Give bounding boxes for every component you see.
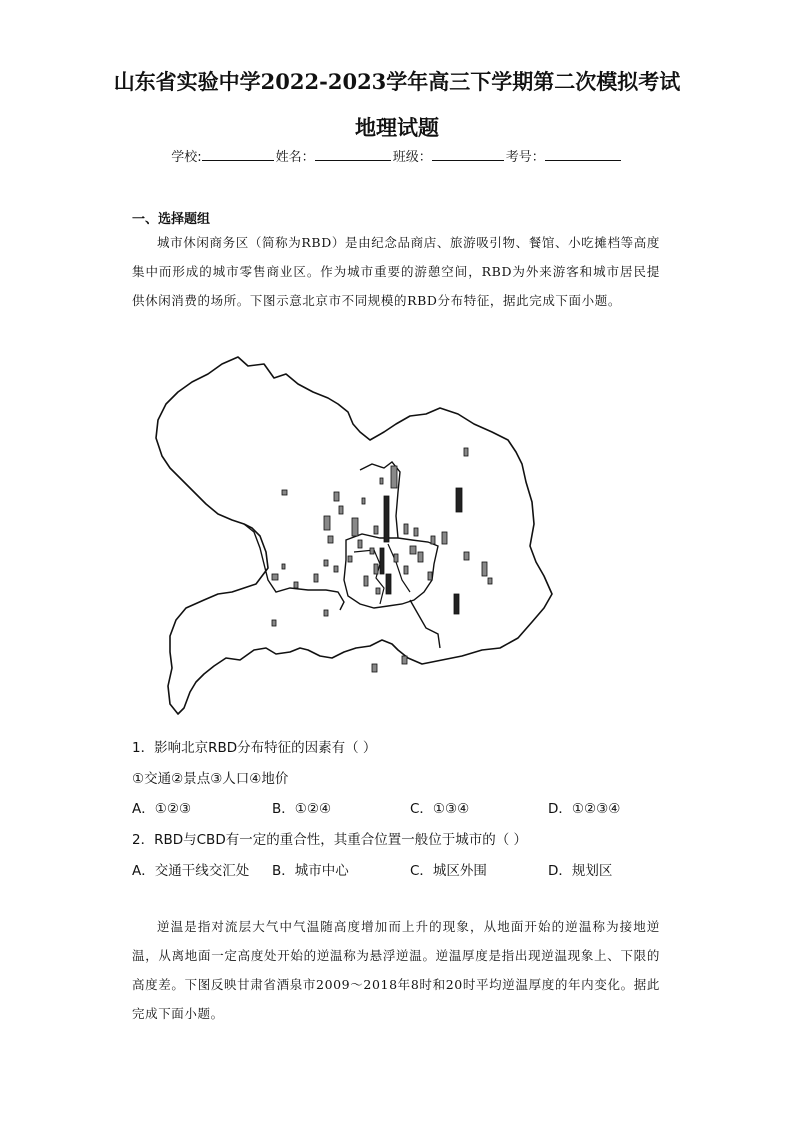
q2-option-d[interactable]: D．规划区: [548, 863, 613, 879]
intro-paragraph-rbd: 城市休闲商务区（简称为RBD）是由纪念品商店、旅游吸引物、餐馆、小吃摊档等高度集中而形成的城市零售商业区。作为城市重要的游憩空间，RBD为外来游客和城市居民提供休闲消费的场所。下图示意北京市不同规模的RBD分布特征，据此完成下面小题。: [132, 235, 660, 308]
rbd-markers: [272, 448, 492, 672]
class-blank[interactable]: [432, 146, 504, 161]
q1-option-d[interactable]: D．①②③④: [548, 801, 621, 817]
q1-option-a[interactable]: A．①②③: [132, 801, 192, 817]
q2-option-c[interactable]: C．城区外围: [410, 863, 487, 879]
name-label: 姓名：: [275, 150, 315, 165]
exam-subtitle: 地理试题: [355, 115, 439, 140]
school-blank[interactable]: [202, 146, 274, 161]
q2-option-a[interactable]: A．交通干线交汇处: [132, 863, 250, 879]
name-blank[interactable]: [315, 146, 391, 161]
section-title: 一、选择题组: [132, 212, 211, 227]
intro-paragraph-inversion: 逆温是指对流层大气中气温随高度增加而上升的现象，从地面开始的逆温称为接地逆温，从离地面一定高度处开始的逆温称为悬浮逆温。逆温厚度是指出现逆温现象上、下限的高度差。下图反映甘肃省酒泉市2009～2018年8时和20时平均逆温厚度的年内变化。据此完成下面小题。: [132, 919, 660, 1021]
q2-option-b[interactable]: B．城市中心: [272, 863, 349, 879]
q1-option-c[interactable]: C．①③④: [410, 801, 470, 817]
beijing-rbd-map: [148, 352, 558, 720]
number-label: 考号：: [505, 150, 545, 165]
question-1-stem: 1．影响北京RBD分布特征的因素有（ ）: [132, 740, 377, 756]
map-southeast-line: [410, 600, 440, 648]
student-info-line: [0, 146, 794, 165]
question-2-stem: 2．RBD与CBD有一定的重合性，其重合位置一般位于城市的（ ）: [132, 832, 527, 848]
number-blank[interactable]: [545, 146, 621, 161]
exam-title: 山东省实验中学2022-2023学年高三下学期第二次模拟考试: [113, 69, 681, 94]
question-1-factors: ①交通②景点③人口④地价: [132, 771, 289, 787]
q1-option-b[interactable]: B．①②④: [272, 801, 332, 817]
class-label: 班级：: [392, 150, 432, 165]
school-label: 学校:: [171, 150, 202, 165]
